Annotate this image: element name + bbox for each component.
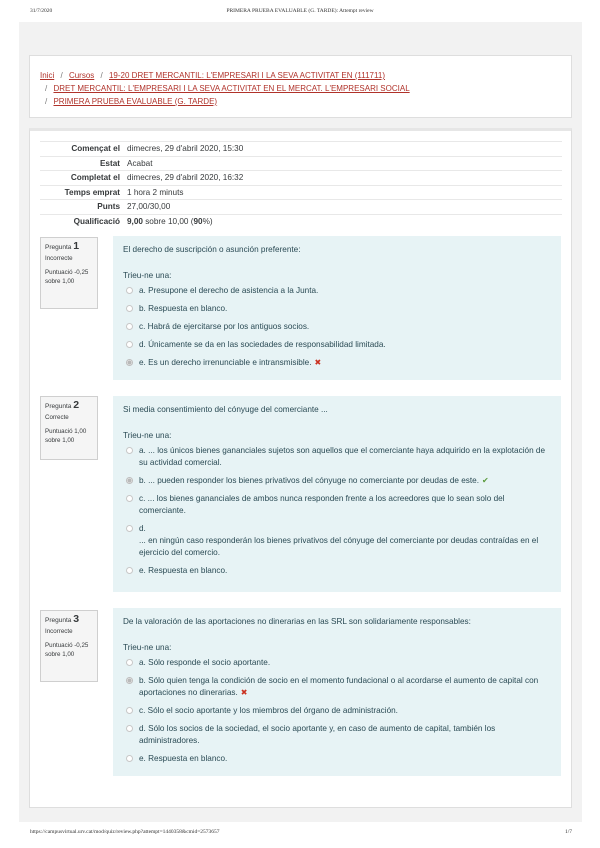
question-grade: Puntuació -0,25 sobre 1,00 <box>45 269 89 285</box>
summary-label: Punts <box>97 202 120 212</box>
answer-option[interactable] <box>123 753 551 765</box>
answer-option[interactable] <box>123 475 551 487</box>
radio-icon[interactable] <box>126 707 133 714</box>
breadcrumb-separator: / <box>60 71 63 80</box>
answer-option-text: a. Presupone el derecho de asistencia a la Junta. <box>139 286 319 295</box>
answer-options <box>123 285 551 369</box>
radio-checked-icon[interactable] <box>126 359 133 366</box>
breadcrumb-separator: / <box>100 71 103 80</box>
breadcrumb-card <box>29 55 572 118</box>
summary-value: Acabat <box>127 158 153 168</box>
question-content-2 <box>113 396 561 592</box>
answer-option[interactable] <box>123 723 551 747</box>
radio-icon[interactable] <box>126 305 133 312</box>
radio-icon[interactable] <box>126 323 133 330</box>
summary-label: Començat el <box>71 144 120 154</box>
summary-label: Temps emprat <box>64 187 120 197</box>
question-state: Incorrecte <box>45 628 73 635</box>
question-text: Si media consentimiento del cónyuge del comerciante ... <box>123 405 328 414</box>
question-number: Pregunta 2 <box>45 399 80 411</box>
answer-option-text: d. <box>139 524 146 533</box>
question-info-2 <box>40 396 98 460</box>
question-state: Incorrecte <box>45 255 73 262</box>
radio-icon[interactable] <box>126 495 133 502</box>
answer-option[interactable] <box>123 657 551 669</box>
breadcrumb-section-link[interactable]: DRET MERCANTIL: L'EMPRESARI I LA SEVA ACTIVITAT EN EL MERCAT. L'EMPRESARI SOCIAL <box>53 84 410 93</box>
answer-option-text: d. Únicamente se da en las sociedades de responsabilidad limitada. <box>139 340 386 349</box>
grade-percent: 90 <box>193 217 203 226</box>
grade-mid: sobre 10,00 ( <box>142 217 194 226</box>
summary-row <box>40 142 562 157</box>
print-date: 31/7/2020 <box>30 8 53 14</box>
summary-value: 1 hora 2 minuts <box>127 187 184 197</box>
answer-option[interactable] <box>123 523 551 559</box>
summary-value: dimecres, 29 d'abril 2020, 15:30 <box>127 144 244 154</box>
summary-row <box>40 171 562 186</box>
answer-option[interactable] <box>123 303 551 315</box>
answer-option[interactable] <box>123 705 551 717</box>
breadcrumb-courses-link[interactable]: Cursos <box>68 71 95 80</box>
answer-option[interactable] <box>123 565 551 577</box>
answer-option[interactable] <box>123 493 551 517</box>
question-text: El derecho de suscripción o asunción preferente: <box>123 245 301 254</box>
answer-option-text: e. Respuesta en blanco. <box>139 566 228 575</box>
radio-icon[interactable] <box>126 447 133 454</box>
answer-option[interactable] <box>123 357 551 369</box>
summary-row-grade <box>40 214 562 229</box>
incorrect-cross-icon: ✖ <box>314 358 322 367</box>
answer-option-text: a. ... los únicos bienes gananciales sujetos son aquellos que el comerciante haya adquirido en la explotación de su actividad comercial. <box>139 446 546 467</box>
radio-icon[interactable] <box>126 287 133 294</box>
breadcrumb-home-link[interactable]: Inici <box>40 71 55 80</box>
answer-option-text-cont: ... en ningún caso responderán los bienes privativos del cónyuge del comerciante por deudas contraídas en el ejercicio del comercio. <box>139 536 539 557</box>
summary-value: dimecres, 29 d'abril 2020, 16:32 <box>127 173 244 183</box>
radio-icon[interactable] <box>126 755 133 762</box>
radio-icon[interactable] <box>126 567 133 574</box>
radio-checked-icon[interactable] <box>126 677 133 684</box>
radio-icon[interactable] <box>126 525 133 532</box>
answer-option-text: b. ... pueden responder los bienes privativos del cónyuge no comerciante por deudas de este. <box>139 476 479 485</box>
summary-grade <box>125 214 562 229</box>
answer-prompt: Trieu-ne una: <box>123 643 172 652</box>
summary-row <box>40 200 562 215</box>
answer-options <box>123 657 551 765</box>
question-content-1 <box>113 236 561 380</box>
breadcrumb <box>40 69 560 108</box>
summary-label: Estat <box>99 158 120 168</box>
breadcrumb-separator: / <box>45 97 48 106</box>
question-grade: Puntuació -0,25 sobre 1,00 <box>45 642 89 658</box>
answer-prompt: Trieu-ne una: <box>123 271 172 280</box>
answer-option[interactable] <box>123 285 551 297</box>
question-grade: Puntuació 1,00 sobre 1,00 <box>45 428 87 444</box>
question-state: Correcte <box>45 414 69 421</box>
question-text: De la valoración de las aportaciones no dinerarias en las SRL son solidariamente responsables: <box>123 617 471 626</box>
summary-row <box>40 156 562 171</box>
summary-label: Qualificació <box>73 217 120 226</box>
radio-checked-icon[interactable] <box>126 477 133 484</box>
incorrect-cross-icon: ✖ <box>240 688 248 697</box>
grade-value: 9,00 <box>127 217 143 226</box>
answer-option-text: b. Sólo quien tenga la condición de socio en el momento fundacional o al acordarse el aumento de capital con aportaciones no dinerarias. <box>139 676 539 697</box>
answer-option-text: a. Sólo responde el socio aportante. <box>139 658 271 667</box>
answer-option-text: b. Respuesta en blanco. <box>139 304 228 313</box>
answer-option-text: c. ... los bienes gananciales de ambos nunca responden frente a los acreedores que lo sean solo del comerciante. <box>139 494 505 515</box>
answer-option-text: c. Sólo el socio aportante y los miembros del órgano de administración. <box>139 706 398 715</box>
print-header <box>0 8 600 18</box>
question-content-3 <box>113 608 561 776</box>
attempt-summary-table <box>40 141 562 229</box>
question-info-1 <box>40 237 98 309</box>
answer-option-text: d. Sólo los socios de la sociedad, el socio aportante y, en caso de aumento de capital, también los administradores. <box>139 724 496 745</box>
breadcrumb-separator: / <box>45 84 48 93</box>
question-number: Pregunta 1 <box>45 240 80 252</box>
grade-end: %) <box>202 217 213 226</box>
answer-option[interactable] <box>123 339 551 351</box>
answer-option-text: e. Respuesta en blanco. <box>139 754 228 763</box>
radio-icon[interactable] <box>126 725 133 732</box>
print-url: https://campusvirtual.urv.cat/mod/quiz/review.php?attempt=1440358&cmid=2573657 <box>30 829 220 835</box>
correct-check-icon: ✔ <box>482 476 489 485</box>
question-number: Pregunta 3 <box>45 613 80 625</box>
answer-option-text: e. Es un derecho irrenunciable e intransmisible. <box>139 358 312 367</box>
radio-icon[interactable] <box>126 659 133 666</box>
print-footer <box>0 829 600 839</box>
radio-icon[interactable] <box>126 341 133 348</box>
breadcrumb-course-link[interactable]: 19-20 DRET MERCANTIL: L'EMPRESARI I LA SEVA ACTIVITAT EN (111711) <box>108 71 385 80</box>
answer-option[interactable] <box>123 675 551 699</box>
print-page-number: 1/7 <box>564 829 572 835</box>
summary-label: Completat el <box>70 173 120 183</box>
answer-options <box>123 445 551 577</box>
answer-prompt: Trieu-ne una: <box>123 431 172 440</box>
print-title: PRIMERA PRUEBA EVALUABLE (G. TARDE): Attempt review <box>226 8 374 14</box>
summary-value: 27,00/30,00 <box>127 202 171 212</box>
answer-option[interactable] <box>123 445 551 469</box>
breadcrumb-quiz-link[interactable]: PRIMERA PRUEBA EVALUABLE (G. TARDE) <box>53 97 218 106</box>
summary-row <box>40 185 562 200</box>
answer-option-text: c. Habrá de ejercitarse por los antiguos socios. <box>139 322 310 331</box>
answer-option[interactable] <box>123 321 551 333</box>
question-info-3 <box>40 610 98 682</box>
